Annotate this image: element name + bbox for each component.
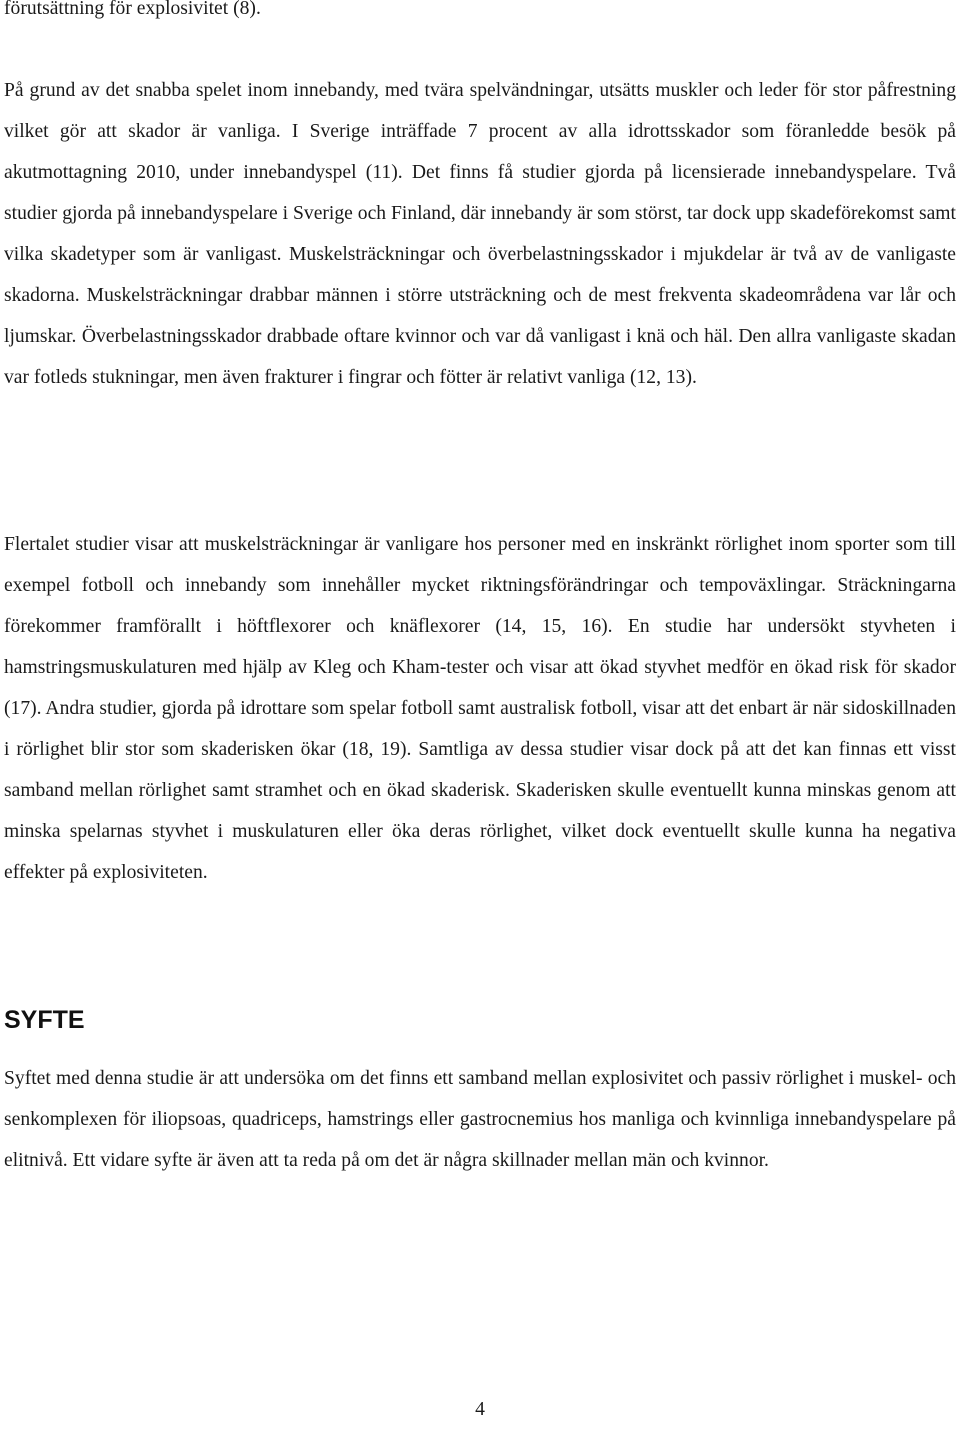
paragraph-continuation: förutsättning för explosivitet (8). bbox=[4, 0, 261, 19]
page-number: 4 bbox=[475, 1399, 485, 1420]
paragraph-injuries: På grund av det snabba spelet inom innebandy, med tvära spelvändningar, utsätts muskler och leder för stor påfrestning vilket gör att skador är vanliga. I Sverige inträffade 7 procent av alla idrottsskador som föranledde besök på akutmottagning 2010, under innebandyspel (11). Det finns få studier gjorda på licensierade innebandyspelare. Två studier gjorda på innebandyspelare i Sverige och Finland, där innebandy är som störst, tar dock upp skadeförekomst samt vilka skadetyper som är vanligast. Muskelsträckningar och överbelastningsskador i mjukdelar är två av de vanligaste skadorna. Muskelsträckningar drabbar männen i större utsträckning och de mest frekventa skadeområdena var lår och ljumskar. Överbelastningsskador drabbade oftare kvinnor och var då vanligast i knä och häl. Den allra vanligaste skadan var fotleds stukningar, men även frakturer i fingrar och fötter är relativt vanliga (12, 13). bbox=[4, 80, 956, 388]
section-heading-syfte: SYFTE bbox=[4, 1006, 85, 1034]
paragraph-flexibility-studies: Flertalet studier visar att muskelsträckningar är vanligare hos personer med en inskränkt rörlighet inom sporter som till exempel fotboll och innebandy som innehåller mycket riktningsförändringar och tempoväxlingar. Sträckningarna förekommer framförallt i höftflexorer och knäflexorer (14, 15, 16). En studie har undersökt styvheten i hamstringsmuskulaturen med hjälp av Kleg och Kham-tester och visar att ökad styvhet medför en ökad risk för skador (17). Andra studier, gjorda på idrottare som spelar fotboll samt australisk fotboll, visar att det enbart är när sidoskillnaden i rörlighet blir stor som skaderisken ökar (18, 19). Samtliga av dessa studier visar dock på att det kan finnas ett visst samband mellan rörlighet samt stramhet och en ökad skaderisk. Skaderisken skulle eventuellt kunna minskas genom att minska spelarnas styvhet i muskulaturen eller öka deras rörlighet, vilket dock eventuellt skulle kunna ha negativa effekter på explosiviteten. bbox=[4, 534, 956, 883]
paragraph-purpose: Syftet med denna studie är att undersöka om det finns ett samband mellan explosivitet och passiv rörlighet i muskel- och senkomplexen för iliopsoas, quadriceps, hamstrings eller gastrocnemius hos manliga och kvinnliga innebandyspelare på elitnivå. Ett vidare syfte är även att ta reda på om det är några skillnader mellan män och kvinnor. bbox=[4, 1068, 956, 1171]
